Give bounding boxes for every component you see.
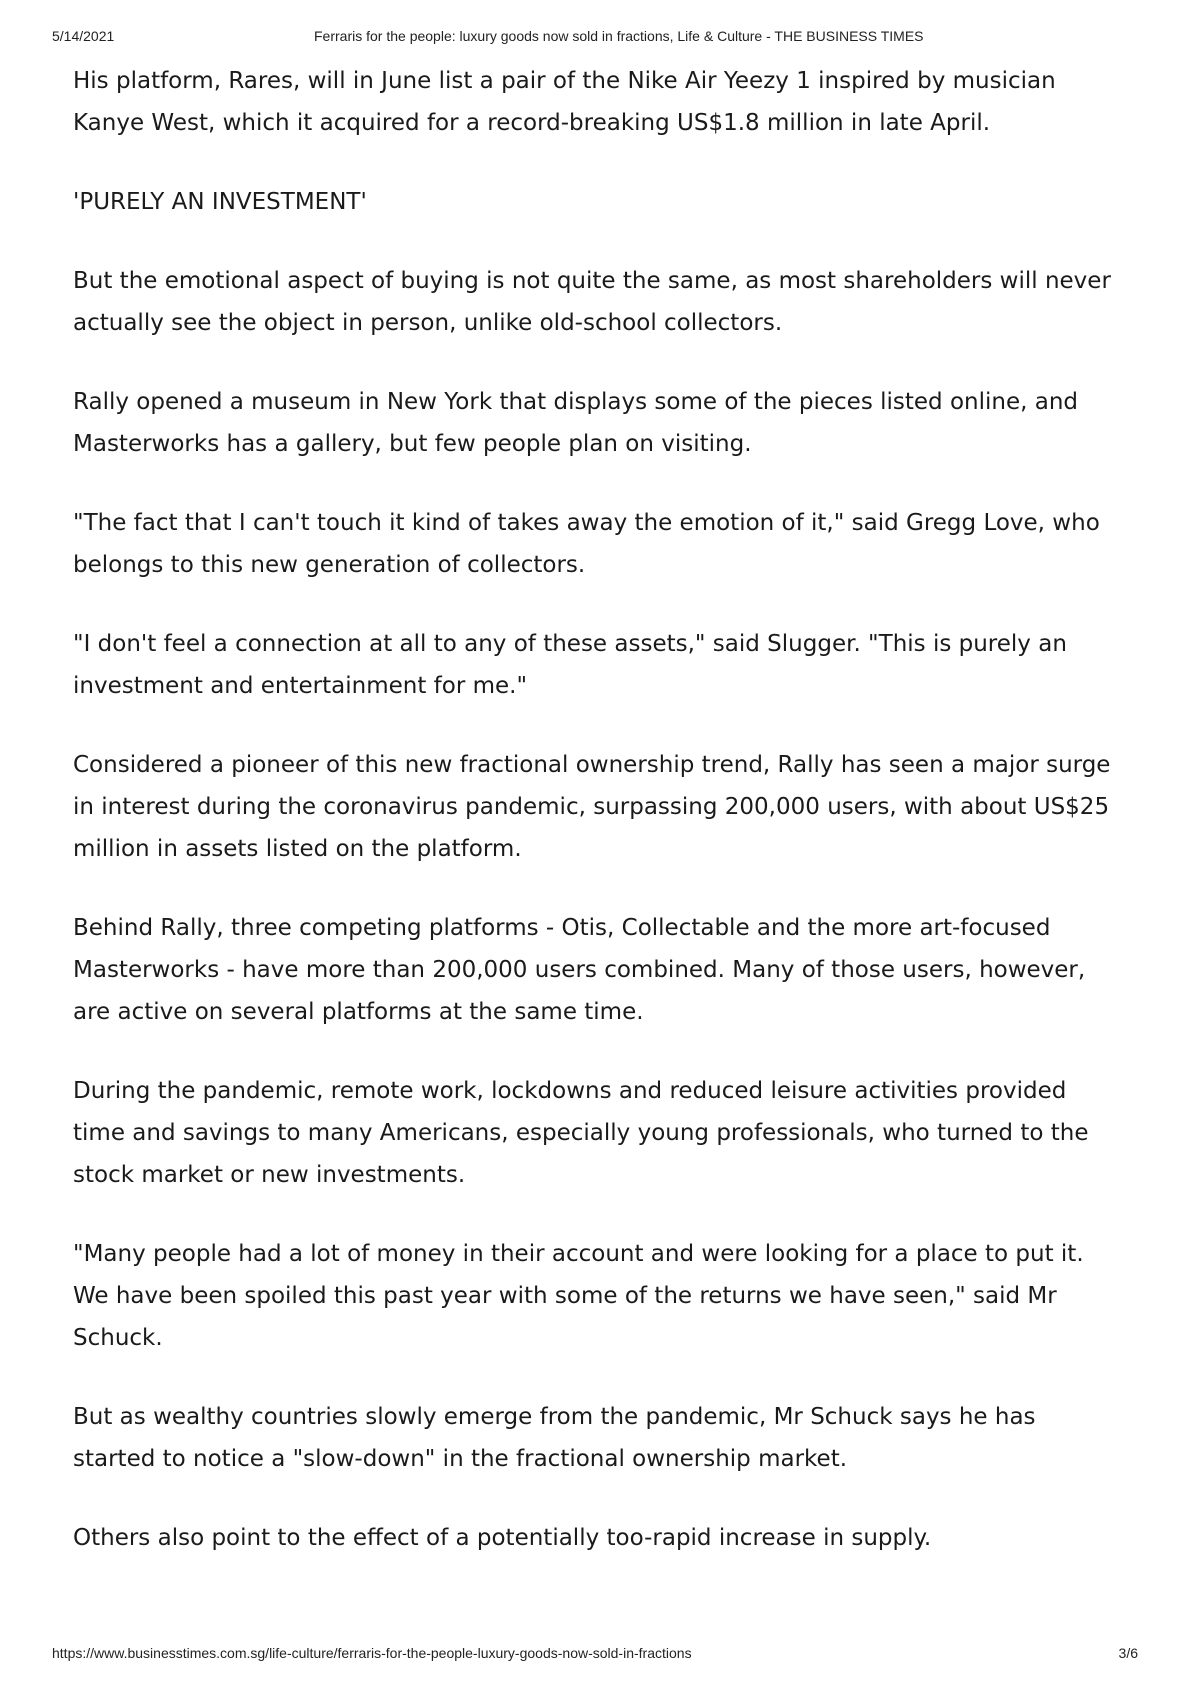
section-heading: 'PURELY AN INVESTMENT' <box>73 189 367 215</box>
article-paragraph: "Many people had a lot of money in their account and were looking for a place to put it. We have been spoiled this past year with some of the returns we have seen," said Mr Schuck. <box>73 1241 1084 1351</box>
article-body <box>73 60 1123 1596</box>
article-paragraph: Rally opened a museum in New York that displays some of the pieces listed online, and Masterworks has a gallery, but few people plan on visiting. <box>73 389 1079 457</box>
print-date: 5/14/2021 <box>52 28 115 44</box>
article-paragraph: During the pandemic, remote work, lockdowns and reduced leisure activities provided time and savings to many Americans, especially young professionals, who turned to the stock market or new investments. <box>73 1078 1089 1188</box>
article-paragraph: But the emotional aspect of buying is not quite the same, as most shareholders will never actually see the object in person, unlike old-school collectors. <box>73 268 1111 336</box>
article-paragraph: But as wealthy countries slowly emerge from the pandemic, Mr Schuck says he has started to notice a "slow-down" in the fractional ownership market. <box>73 1404 1036 1472</box>
article-paragraph: "I don't feel a connection at all to any of these assets," said Slugger. "This is purely an investment and entertainment for me." <box>73 631 1067 699</box>
article-paragraph: Behind Rally, three competing platforms - Otis, Collectable and the more art-focused Masterworks - have more than 200,000 users combined. Many of those users, however, are active on several platforms at the same time. <box>73 915 1086 1025</box>
print-header <box>52 28 1138 48</box>
page-number: 3/6 <box>1118 1645 1138 1661</box>
article-paragraph: Others also point to the effect of a potentially too-rapid increase in supply. <box>73 1525 932 1551</box>
article-paragraph: "The fact that I can't touch it kind of takes away the emotion of it," said Gregg Love, who belongs to this new generation of collectors. <box>73 510 1100 578</box>
print-page-title: Ferraris for the people: luxury goods now sold in fractions, Life & Culture - THE BUSINESS TIMES <box>314 28 924 44</box>
print-footer <box>52 1645 1138 1665</box>
article-paragraph: Considered a pioneer of this new fractional ownership trend, Rally has seen a major surge in interest during the coronavirus pandemic, surpassing 200,000 users, with about US$25 million in assets listed on the platform. <box>73 752 1111 862</box>
page-url: https://www.businesstimes.com.sg/life-culture/ferraris-for-the-people-luxury-goods-now-sold-in-fractions <box>52 1645 692 1661</box>
article-paragraph: His platform, Rares, will in June list a pair of the Nike Air Yeezy 1 inspired by musician Kanye West, which it acquired for a record-breaking US$1.8 million in late April. <box>73 68 1056 136</box>
